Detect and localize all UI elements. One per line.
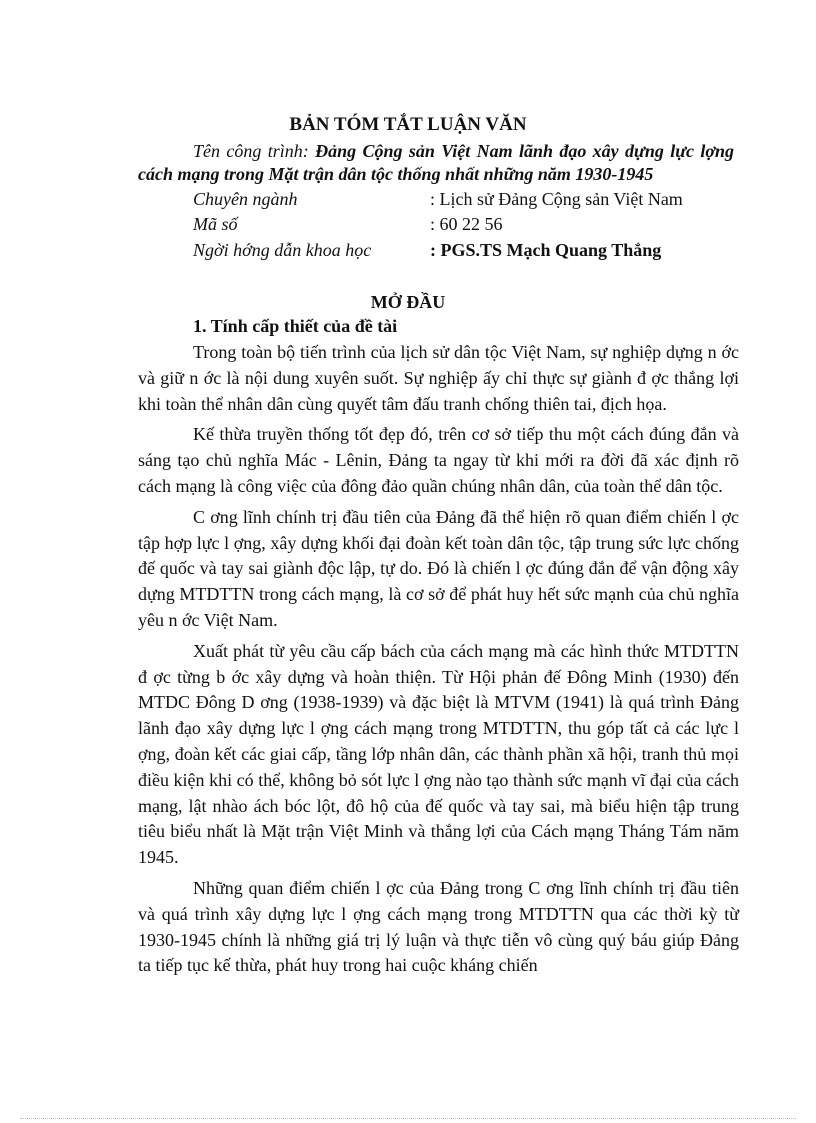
work-title-block [138, 140, 734, 186]
work-title: Đảng Cộng sản Việt Nam lãnh đạo xây dựng lực lợng cách mạng trong Mặt trận dân tộc thống nhất những năm 1930-1945 [138, 141, 734, 184]
document-title: BẢN TÓM TẮT LUẬN VĂN [289, 114, 527, 135]
paragraph: Xuất phát từ yêu cầu cấp bách của cách mạng mà các hình thức MTDTTN đ ợc từng b ớc xây dựng và hoàn thiện. Từ Hội phản đế Đông Minh (1930) đến MTDC Đông D ơng (1938-1939) và đặc biệt là MTVM (1941) là quá trình Đảng lãnh đạo xây dựng lực l ợng cách mạng trong MTDTTN, thu góp tất cả các lực l ợng, đoàn kết các giai cấp, tầng lớp nhân dân, các thành phần xã hội, tranh thủ mọi điều kiện khi có thể, không bỏ sót lực l ợng nào tạo thành sức mạnh vĩ đại của cách mạng, lật nhào ách bóc lột, đô hộ của đế quốc và tay sai, mà biểu hiện tập trung tiêu biểu nhất là Mặt trận Việt Minh và thắng lợi của Cách mạng Tháng Tám năm 1945. [138, 640, 739, 868]
paragraph: Những quan điểm chiến l ợc của Đảng trong C ơng lĩnh chính trị đầu tiên và quá trình xây dựng lực l ợng cách mạng trong MTDTTN qua các thời kỳ từ 1930-1945 chính là những giá trị lý luận và thực tiễn vô cùng quý báu giúp Đảng ta tiếp tục kế thừa, phát huy trong hai cuộc kháng chiến [138, 877, 739, 976]
info-key: Mã số [193, 214, 238, 234]
body-text [138, 340, 739, 984]
info-key: Chuyên ngành [193, 189, 298, 209]
page-bottom-divider [20, 1118, 796, 1119]
info-value: : 60 22 56 [430, 214, 503, 234]
paragraph: Kế thừa truyền thống tốt đẹp đó, trên cơ sở tiếp thu một cách đúng đắn và sáng tạo chủ nghĩa Mác - Lênin, Đảng ta ngay từ khi mới ra đời đã xác định rõ cách mạng là công việc của đông đảo quần chúng nhân dân, của toàn thể dân tộc. [138, 424, 739, 496]
paragraph: C ơng lĩnh chính trị đầu tiên của Đảng đã thể hiện rõ quan điểm chiến l ợc tập hợp lực l ợng, xây dựng khối đại đoàn kết toàn dân tộc, tập trung sức lực chống đế quốc và tay sai giành độc lập, tự do. Đó là chiến l ợc đúng đắn để vận động xây dựng MTDTTN trong cách mạng, là cơ sở để phát huy hết sức mạnh của chủ nghĩa yêu n ớc Việt Nam. [138, 506, 739, 630]
info-value: : PGS.TS Mạch Quang Thắng [430, 240, 662, 260]
section-heading: MỞ ĐẦU [370, 292, 446, 312]
subsection-heading: 1. Tính cấp thiết của đề tài [193, 316, 398, 336]
info-value: : Lịch sử Đảng Cộng sản Việt Nam [430, 189, 683, 209]
work-label: Tên công trình: [193, 141, 309, 161]
paragraph: Trong toàn bộ tiến trình của lịch sử dân tộc Việt Nam, sự nghiệp dựng n ớc và giữ n ớc là nội dung xuyên suốt. Sự nghiệp ấy chỉ thực sự giành đ ợc thắng lợi khi toàn thể nhân dân cùng quyết tâm đấu tranh chống thiên tai, địch họa. [138, 342, 739, 414]
info-key: Ngời hớng dẫn khoa học [193, 240, 372, 260]
